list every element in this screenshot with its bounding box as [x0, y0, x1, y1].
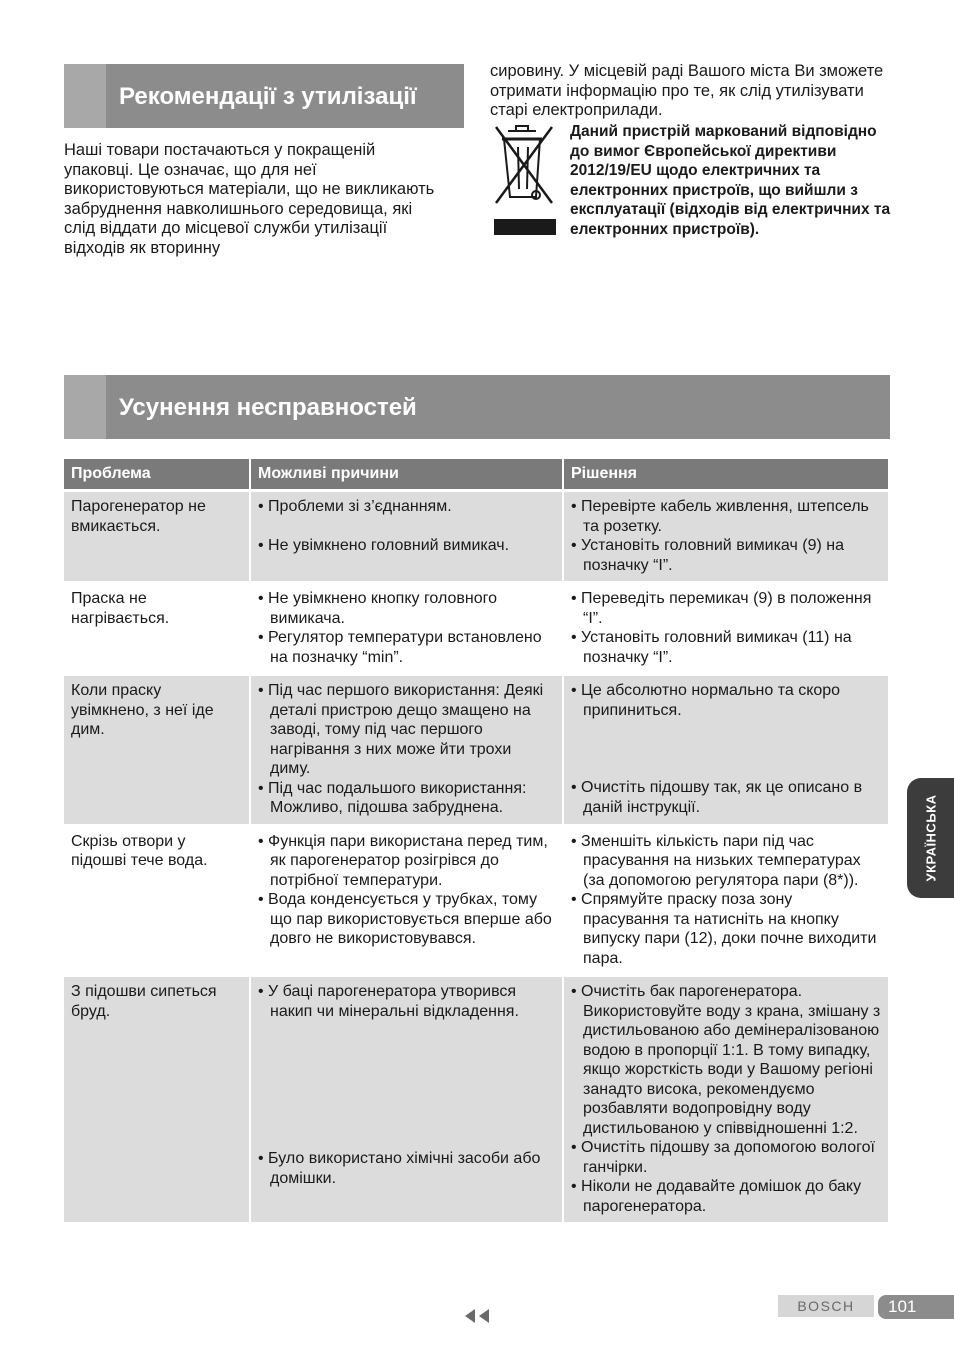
table-row: [64, 581, 888, 673]
solution-item: • Перевірте кабель живлення, штепсель та розетку.: [571, 498, 869, 535]
solution-item: • Установіть головний вимикач (11) на позначку “I”.: [571, 629, 852, 666]
solution-item: • Переведіть перемикач (9) в положення “I”.: [571, 590, 872, 627]
table-row: [64, 974, 888, 1222]
heading-accent-tab: [64, 375, 106, 439]
cause-item: • Вода конденсується у трубках, тому що пар використовується вперше або довго не використовувався.: [258, 891, 552, 947]
problem-cell: [64, 974, 251, 1222]
cause-item: • У баці парогенератора утворився накип чи мінеральні відкладення.: [258, 983, 519, 1020]
heading-accent-tab: [64, 64, 106, 128]
solution-item: • Очистіть підошву так, як це описано в даній інструкції.: [571, 779, 863, 816]
cause-item: • Проблеми зі з’єднанням.: [258, 498, 452, 515]
cause-item: • Не увімкнено кнопку головного вимикача.: [258, 590, 497, 627]
page-number: 101: [878, 1295, 954, 1319]
language-label: УКРАЇНСЬКА: [923, 794, 938, 882]
problem-cell: [64, 581, 251, 673]
column-header-solutions: Рішення: [564, 459, 888, 489]
problem-text: Парогенератор не вмикається.: [71, 498, 206, 535]
troubleshooting-heading-banner: [64, 375, 890, 439]
causes-cell: [251, 489, 564, 581]
column-header-causes: Можливі причини: [251, 459, 564, 489]
problem-text: З підошви сипеться бруд.: [71, 983, 217, 1020]
recycling-text-left: Наші товари постачаються у покращеній упаковці. Це означає, що для неї використовуються матеріали, що не викликають забруднення навколишнього середовища, які слід віддати до місцевої служби утилізації відходів як вторинну: [64, 141, 435, 257]
cause-item: • Під час першого використання: Деякі деталі пристрою дещо змащено на заводі, тому під час першого нагрівання з них може йти трохи диму.: [258, 682, 544, 777]
solution-item: • Очистіть бак парогенератора. Використовуйте воду з крана, змішану з дистильованою або демінералізованою водою в пропорції 1:1. В тому випадку, якщо жорсткість води у Вашому регіоні занадто висока, рекомендуємо розбавляти водопровідну воду дистильованою у співвідношенні 1:2.: [571, 983, 881, 1137]
cause-item: • Функція пари використана перед тим, як парогенератор розігрівся до потрібної температури.: [258, 832, 548, 889]
solution-item: • Це абсолютно нормально та скоро припиниться.: [571, 682, 841, 719]
crossed-out-wheelie-bin-icon: [492, 123, 556, 235]
solution-item: • Очистіть підошву за допомогою вологої ганчірки.: [571, 1139, 875, 1176]
causes-cell: [251, 974, 564, 1222]
cause-item: • Регулятор температури встановлено на позначку “min”.: [258, 629, 542, 666]
solutions-cell: [564, 673, 888, 824]
solutions-cell: [564, 581, 888, 673]
troubleshooting-table: [64, 459, 888, 1222]
table-row: [64, 673, 888, 824]
cause-item: • Під час подальшого використання: Можливо, підошва забруднена.: [258, 779, 527, 816]
column-header-problem: Проблема: [64, 459, 251, 489]
solutions-cell: [564, 824, 888, 975]
problem-cell: [64, 673, 251, 824]
solutions-cell: [564, 489, 888, 581]
problem-cell: [64, 824, 251, 975]
cause-item: • Було використано хімічні засоби або домішки.: [258, 1150, 541, 1187]
table-row: [64, 489, 888, 581]
problem-cell: [64, 489, 251, 581]
weee-directive-text: Даний пристрій маркований відповідно до вимог Європейської директиви 2012/19/EU щодо електричних та електронних пристроїв, що вийшли з експлуатації (відходів від електричних та електронних пристроїв).: [570, 123, 891, 238]
problem-text: Скрізь отвори у підошві тече вода.: [71, 832, 208, 869]
problem-text: Праска не нагрівається.: [71, 590, 170, 627]
solution-item: • Ніколи не додавайте домішок до баку парогенератора.: [571, 1178, 862, 1215]
solutions-cell: [564, 974, 888, 1222]
recycling-heading-banner: [64, 64, 464, 128]
problem-text: Коли праску увімкнено, з неї іде дим.: [71, 682, 214, 738]
recycling-text-right: сировину. У місцевій раді Вашого міста Ви зможете отримати інформацію про те, як слід утилізувати старі електроприлади.: [490, 62, 884, 119]
solution-item: • Установіть головний вимикач (9) на позначку “I”.: [571, 537, 844, 574]
causes-cell: [251, 581, 564, 673]
causes-cell: [251, 673, 564, 824]
brand-label: BOSCH: [778, 1295, 874, 1317]
solution-item: • Спрямуйте праску поза зону прасування та натисніть на кнопку випуску пари (12), доки почне виходити пара.: [571, 891, 877, 967]
troubleshooting-heading: Усунення несправностей: [119, 394, 417, 421]
solution-item: • Зменшіть кількість пари під час прасування на низьких температурах (за допомогою регулятора пари (8*)).: [571, 832, 861, 889]
double-left-arrow-icon: [463, 1308, 493, 1324]
cause-item: • Не увімкнено головний вимикач.: [258, 537, 510, 554]
table-row: [64, 824, 888, 975]
causes-cell: [251, 824, 564, 975]
language-side-tab: [907, 778, 954, 898]
recycling-heading: Рекомендації з утилізації: [119, 83, 417, 110]
